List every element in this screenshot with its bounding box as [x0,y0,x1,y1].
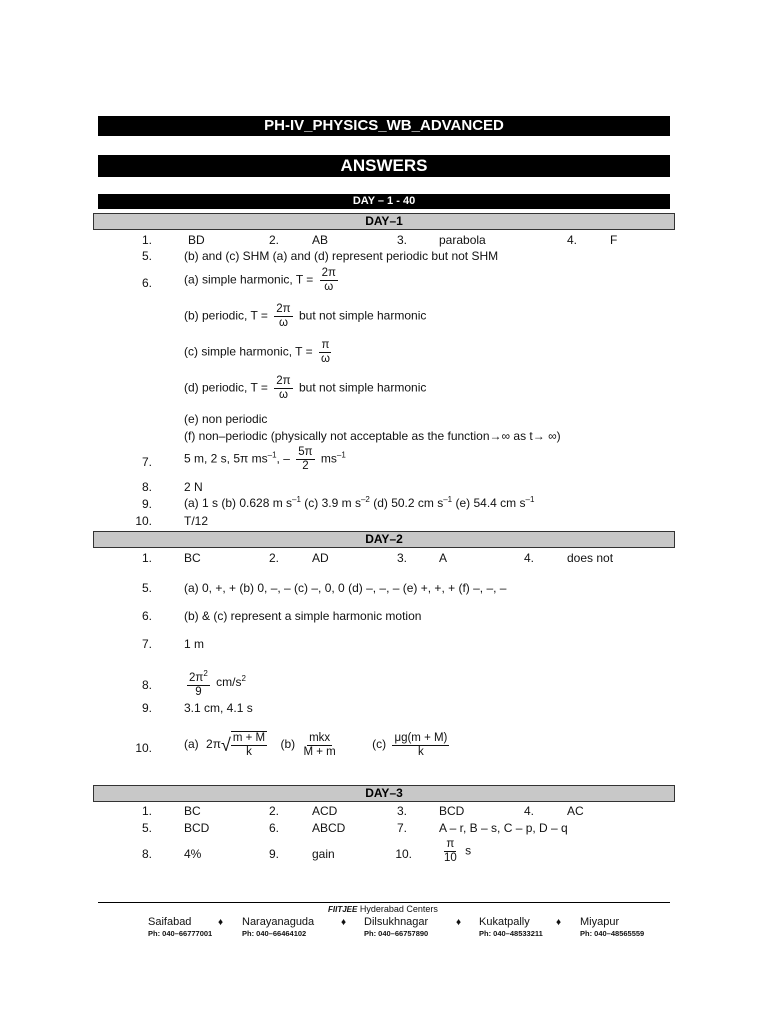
q-number: 2. [268,551,279,565]
answer: AC [567,804,584,818]
q-number: 7. [141,455,152,469]
answer-6c: (c) simple harmonic, T = $\frac{\pi}{\omega}$ [184,339,330,365]
answer: 1 m [184,637,205,651]
answer: AB [312,233,329,247]
answer-8: 2 N [184,480,203,494]
answer: BCD [439,804,465,818]
center-name: Narayanaguda [242,916,315,928]
center-name: Saifabad [148,916,192,928]
answer: 4% [184,847,202,861]
answers-heading: ANSWERS [98,155,670,177]
answer: does not [567,551,614,565]
diamond-icon: ♦ [341,917,347,928]
answer: F [610,233,618,247]
q-number: 8. [141,678,152,692]
answer-6b: (b) periodic, T = $\frac{2\pi}{\omega}$ but not simple harmonic [184,303,427,329]
answer-6e: (e) non periodic [184,412,268,426]
answer: parabola [439,233,486,247]
fiitjee-logo: FIITJEE [328,905,358,914]
q-number: 1. [141,551,152,565]
document-title: PH-IV_PHYSICS_WB_ADVANCED [98,116,670,136]
q-number: 1. [141,804,152,818]
q-number: 9. [268,847,279,861]
q-number: 2. [268,233,279,247]
day2-heading: DAY–2 [93,531,675,548]
answer: BC [184,551,201,565]
center-phone: Ph: 040–48533211 [479,929,543,938]
center-name: Miyapur [580,916,620,928]
day-range-heading: DAY – 1 - 40 [98,194,670,209]
answer: AD [312,551,329,565]
answer: gain [312,847,335,861]
q-number: 6. [141,609,152,623]
day1-heading: DAY–1 [93,213,675,230]
q-number: 10. [135,741,152,755]
diamond-icon: ♦ [218,917,224,928]
center-phone: Ph: 040–48565559 [580,929,645,938]
answer: $\frac{\pi}{10}$ s [444,838,472,864]
q-number: 4. [566,233,577,247]
q-number: 8. [141,480,152,494]
answer: ABCD [312,821,346,835]
q-number: 10. [135,514,152,528]
answer: (b) & (c) represent a simple harmonic motion [184,609,422,623]
center-name: Dilsukhnagar [364,916,429,928]
answer-6a: (a) simple harmonic, T = $\frac{2\pi}{\omega}$ [184,267,336,293]
diamond-icon: ♦ [456,917,462,928]
footer-divider [98,902,670,903]
answer: 3.1 cm, 4.1 s [184,701,253,715]
answer: BCD [184,821,210,835]
center-phone: Ph: 040–66757890 [364,929,429,938]
q-number: 9. [141,701,152,715]
q-number: 5. [141,249,152,263]
day3-heading: DAY–3 [93,785,675,802]
answer: BC [184,804,201,818]
answer: A [439,551,448,565]
q-number: 3. [396,804,407,818]
answer-10: T/12 [184,514,209,528]
answer: ACD [312,804,338,818]
center-phone: Ph: 040–66464102 [242,929,307,938]
q-number: 2. [268,804,279,818]
q-number: 4. [523,804,534,818]
q-number: 7. [396,821,407,835]
answer: BD [188,233,205,247]
answer: (b) and (c) SHM (a) and (d) represent periodic but not SHM [184,249,499,263]
q-number: 7. [141,637,152,651]
answer: (a) 0, +, + (b) 0, –, – (c) –, 0, 0 (d) –, –, – (e) +, +, + (f) –, –, – [184,581,507,595]
answer-8: $\frac{2\pi^2}{9}$ $cm/s^2$ [189,669,246,698]
center-phone: Ph: 040–66777001 [148,929,213,938]
q-number: 4. [523,551,534,565]
q-number: 6. [141,276,152,290]
answer-6f: (f) non–periodic (physically not acceptable as the function→∞ as t→ ∞) [184,429,561,443]
diamond-icon: ♦ [556,917,562,928]
q-number: 5. [141,581,152,595]
q-number: 5. [141,821,152,835]
answer-10: (a) 2π √ $\frac{m + M}{k}$ (b) $\frac{\text{mkx}}{M + m}$ (c) $\frac{\mu g(m + M)}{k}$ [184,731,448,758]
q-number: 1. [141,233,152,247]
q-number: 9. [141,497,152,511]
centers-label: Hyderabad Centers [359,904,438,914]
q-number: 8. [141,847,152,861]
footer-brand-line [328,904,438,914]
answer-7: 5 m, 2 s, 5π $ms^{-1}$, – $\frac{5\pi}{2}$ $ms^{-1}$ [184,446,346,472]
answer: A – r, B – s, C – p, D – q [439,821,568,835]
q-number: 3. [396,233,407,247]
center-name: Kukatpally [479,916,530,928]
q-number: 3. [396,551,407,565]
answer-9: (a) 1 s (b) 0.628 m $s^{-1}$ (c) 3.9 m $s^{-2}$ (d) 50.2 cm $s^{-1}$ (e) 54.4 cm $s^{-1}$ [184,495,535,510]
q-number: 6. [268,821,279,835]
q-number: 10. [395,847,412,861]
answer-6d: (d) periodic, T = $\frac{2\pi}{\omega}$ but not simple harmonic [184,375,427,401]
